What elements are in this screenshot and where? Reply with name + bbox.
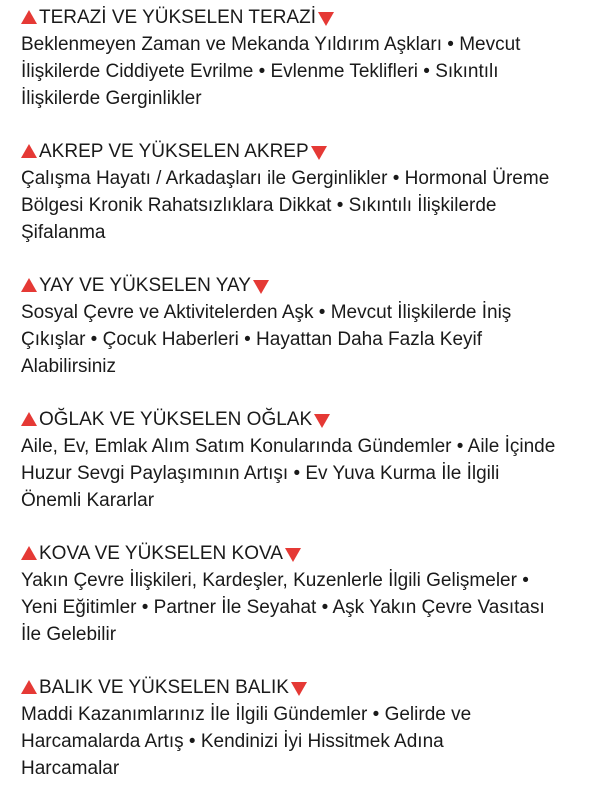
body-line: İlişkilerde Gerginlikler: [21, 88, 202, 109]
body-line: Bölgesi Kronik Rahatsızlıklara Dikkat • Sıkıntılı İlişkilerde: [21, 195, 497, 216]
section-title: OĞLAK VE YÜKSELEN OĞLAK: [39, 409, 313, 430]
section-body: [21, 299, 586, 380]
section-akrep: [21, 138, 586, 246]
red-triangle-down-icon: [285, 548, 301, 562]
red-triangle-up-icon: [21, 144, 37, 158]
body-line: Harcamalar: [21, 758, 120, 779]
red-triangle-up-icon: [21, 412, 37, 426]
section-body: [21, 701, 586, 782]
body-line: Harcamalarda Artış • Kendinizi İyi Hissitmek Adına: [21, 731, 444, 752]
red-triangle-up-icon: [21, 278, 37, 292]
body-line: Aile, Ev, Emlak Alım Satım Konularında Gündemler • Aile İçinde: [21, 436, 556, 457]
red-triangle-down-icon: [314, 414, 330, 428]
section-terazi: [21, 4, 586, 112]
section-title: AKREP VE YÜKSELEN AKREP: [39, 141, 309, 162]
section-kova: [21, 540, 586, 648]
section-heading: [21, 4, 586, 31]
section-title: TERAZİ VE YÜKSELEN TERAZİ: [39, 7, 316, 28]
section-heading: [21, 272, 586, 299]
body-line: Alabilirsiniz: [21, 356, 117, 377]
section-balik: [21, 674, 586, 782]
section-yay: [21, 272, 586, 380]
body-line: Huzur Sevgi Paylaşımının Artışı • Ev Yuva Kurma İle İlgili: [21, 463, 500, 484]
red-triangle-up-icon: [21, 10, 37, 24]
body-line: Önemli Kararlar: [21, 490, 155, 511]
red-triangle-down-icon: [291, 682, 307, 696]
section-body: [21, 31, 586, 112]
body-line: Yeni Eğitimler • Partner İle Seyahat • Aşk Yakın Çevre Vasıtası: [21, 597, 545, 618]
section-title: YAY VE YÜKSELEN YAY: [39, 275, 251, 296]
section-title: BALIK VE YÜKSELEN BALIK: [39, 677, 289, 698]
section-oglak: [21, 406, 586, 514]
body-line: Beklenmeyen Zaman ve Mekanda Yıldırım Aşkları • Mevcut: [21, 34, 521, 55]
section-title: KOVA VE YÜKSELEN KOVA: [39, 543, 283, 564]
body-line: Maddi Kazanımlarınız İle İlgili Gündemler • Gelirde ve: [21, 704, 472, 725]
section-body: [21, 165, 586, 246]
red-triangle-up-icon: [21, 680, 37, 694]
red-triangle-down-icon: [311, 146, 327, 160]
section-heading: [21, 138, 586, 165]
section-body: [21, 433, 586, 514]
body-line: Şifalanma: [21, 222, 106, 243]
section-body: [21, 567, 586, 648]
body-line: Çalışma Hayatı / Arkadaşları ile Gerginlikler • Hormonal Üreme: [21, 168, 550, 189]
section-heading: [21, 406, 586, 433]
body-line: Yakın Çevre İlişkileri, Kardeşler, Kuzenlerle İlgili Gelişmeler •: [21, 570, 529, 591]
section-heading: [21, 540, 586, 567]
red-triangle-down-icon: [318, 12, 334, 26]
red-triangle-up-icon: [21, 546, 37, 560]
body-line: İle Gelebilir: [21, 624, 117, 645]
section-heading: [21, 674, 586, 701]
body-line: Sosyal Çevre ve Aktivitelerden Aşk • Mevcut İlişkilerde İniş: [21, 302, 512, 323]
red-triangle-down-icon: [253, 280, 269, 294]
body-line: İlişkilerde Ciddiyete Evrilme • Evlenme Teklifleri • Sıkıntılı: [21, 61, 499, 82]
body-line: Çıkışlar • Çocuk Haberleri • Hayattan Daha Fazla Keyif: [21, 329, 483, 350]
